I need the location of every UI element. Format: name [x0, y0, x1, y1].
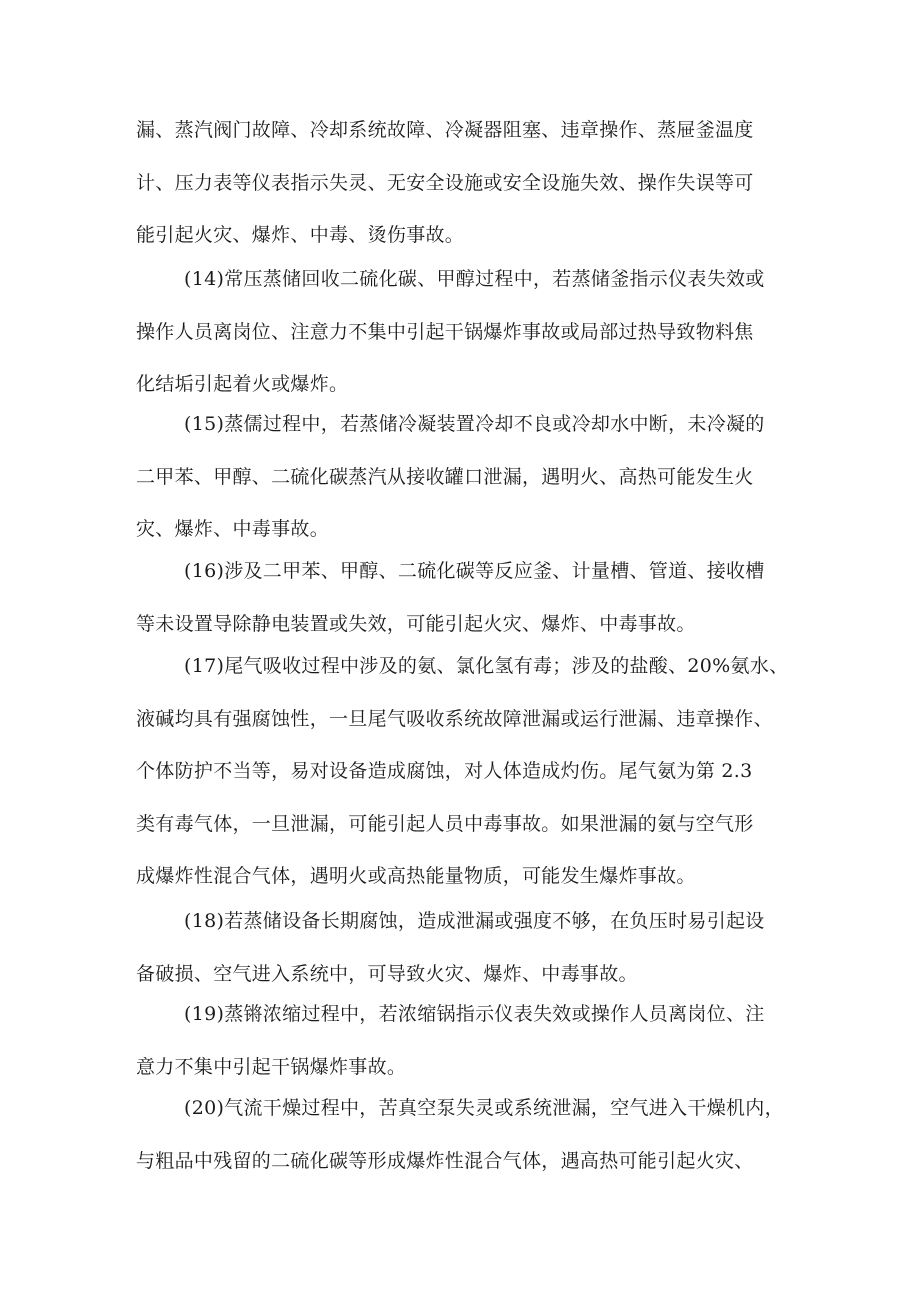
text-line: 意力不集中引起干锅爆炸事故。	[136, 1055, 407, 1078]
text-line: 化结垢引起着火或爆炸。	[136, 373, 349, 395]
paragraph-20	[136, 1082, 796, 1187]
text-line: (14)常压蒸储回收二硫化碳、甲醇过程中，若蒸储釜指示仪表失效或	[184, 268, 765, 290]
paragraph-15	[136, 398, 796, 556]
text-line: (18)若蒸储设备长期腐蚀，造成泄漏或强度不够，在负压时易引起设	[184, 910, 765, 932]
paragraph-13-continued	[136, 104, 796, 262]
text-line: (16)涉及二甲苯、甲醇、二硫化碳等反应釜、计量槽、管道、接收槽	[184, 560, 765, 582]
text-line: 与粗品中残留的二硫化碳等形成爆炸性混合气体，遇高热可能引起火灾、	[136, 1149, 754, 1172]
text-line: (19)蒸锵浓缩过程中，若浓缩锅指示仪表失效或操作人员离岗位、注	[184, 1003, 765, 1025]
text-line: 类有毒气体，一旦泄漏，可能引起人员中毒事故。如果泄漏的氨与空气形	[136, 812, 754, 835]
text-line: (15)蒸儒过程中，若蒸储冷凝装置冷却不良或冷却水中断，未冷凝的	[184, 413, 765, 435]
paragraph-17	[136, 640, 796, 903]
text-line: 灾、爆炸、中毒事故。	[136, 518, 330, 540]
text-line: (20)气流干燥过程中，苦真空泵失灵或系统泄漏，空气进入干燥机内，	[184, 1097, 784, 1119]
paragraph-14	[136, 253, 796, 411]
paragraph-19	[136, 988, 796, 1093]
text-line: 漏、蒸汽阀门故障、冷却系统故障、冷凝器阻塞、违章操作、蒸屉釜温度	[136, 119, 754, 141]
paragraph-16	[136, 545, 796, 650]
text-line: (17)尾气吸收过程中涉及的氨、氯化氢有毒；涉及的盐酸、20%氨水、	[184, 655, 789, 677]
paragraph-18	[136, 895, 796, 1000]
text-line: 二甲苯、甲醇、二硫化碳蒸汽从接收罐口泄漏，遇明火、高热可能发生火	[136, 465, 754, 488]
text-line: 备破损、空气进入系统中，可导致火灾、爆炸、中毒事故。	[136, 962, 638, 985]
text-line: 个体防护不当等，易对设备造成腐蚀，对人体造成灼伤。尾气氨为第 2.3	[136, 760, 753, 782]
text-line: 等未设置导除静电装置或失效，可能引起火灾、爆炸、中毒事故。	[136, 612, 696, 635]
text-line: 操作人员离岗位、注意力不集中引起干锅爆炸事故或局部过热导致物料焦	[136, 320, 754, 343]
text-line: 成爆炸性混合气体，遇明火或高热能量物质，可能发生爆炸事故。	[136, 865, 696, 887]
text-line: 液碱均具有强腐蚀性，一旦尾气吸收系统故障泄漏或运行泄漏、违章操作、	[136, 707, 773, 730]
text-line: 能引起火灾、爆炸、中毒、烫伤事故。	[136, 224, 465, 246]
text-line: 计、压力表等仪表指示失灵、无安全设施或安全设施失效、操作失误等可	[136, 171, 754, 194]
